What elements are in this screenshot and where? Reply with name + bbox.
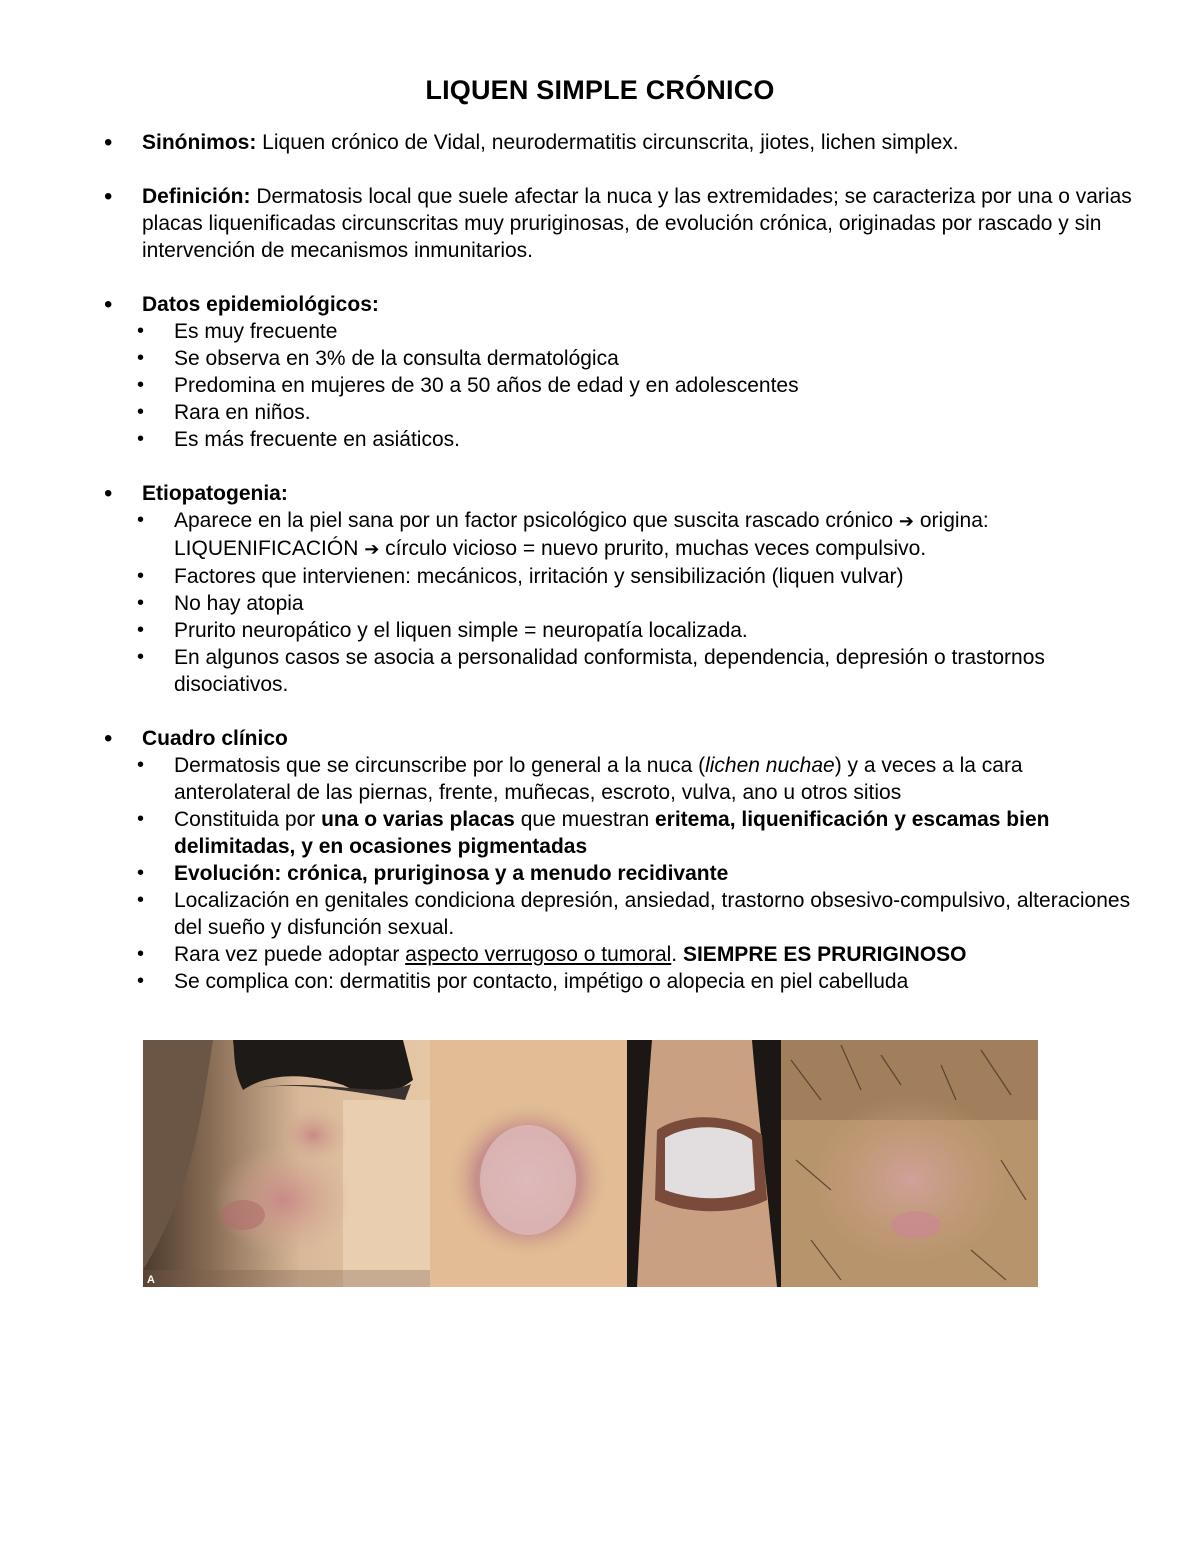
clinical-photo-wrist <box>627 1040 781 1287</box>
sublist-item <box>104 752 1134 806</box>
etio-text-a: Aparece en la piel sana por un factor psicológico que suscita rascado crónico <box>174 509 899 532</box>
cuadro-italic-text: lichen nuchae <box>705 754 835 777</box>
etio-text-c: círculo vicioso = nuevo prurito, muchas veces compulsivo. <box>379 537 927 560</box>
list-item-sinonimos <box>104 129 1134 156</box>
etiopatogenia-sublist <box>142 507 1134 698</box>
sinonimos-text: Liquen crónico de Vidal, neurodermatitis circunscrita, jiotes, lichen simplex. <box>256 131 959 154</box>
sublist-item: • Se complica con: dermatitis por contacto, impétigo o alopecia en piel cabelluda <box>104 968 1134 995</box>
list-item-etiopatogenia <box>104 480 1134 698</box>
sublist-item: • Localización en genitales condiciona depresión, ansiedad, trastorno obsesivo-compulsivo, alteraciones del sueño y disfunción sexual. <box>104 887 1134 941</box>
sublist-item <box>104 860 1134 887</box>
cuadro-text: que muestran <box>514 808 655 831</box>
cuadro-underlined-text: aspecto verrugoso o tumoral <box>405 943 672 966</box>
sublist-item: • Se observa en 3% de la consulta dermatológica <box>104 345 1134 372</box>
document-body <box>104 129 1134 995</box>
clinical-photo-plaque <box>430 1040 627 1287</box>
epidemiologia-sublist <box>142 318 1134 453</box>
cuadro-text: Constituida por <box>174 808 322 831</box>
arrow-right-icon: ➔ <box>898 511 915 531</box>
list-item-definicion <box>104 183 1134 264</box>
cuadro-text: . <box>671 943 683 966</box>
sublist-item: • Factores que intervienen: mecánicos, irritación y sensibilización (liquen vulvar) <box>104 563 1134 590</box>
sublist-item: • En algunos casos se asocia a personalidad conformista, dependencia, depresión o trastornos disociativos. <box>104 644 1134 698</box>
cuadro-text: Dermatosis que se circunscribe por lo general a la nuca ( <box>174 754 706 777</box>
cuadro-text: Rara vez puede adoptar <box>174 943 406 966</box>
cuadro-sublist <box>142 752 1134 995</box>
list-item-epidemiologia <box>104 291 1134 453</box>
sublist-item <box>104 507 1134 563</box>
sublist-item: • Prurito neuropático y el liquen simple = neuropatía localizada. <box>104 617 1134 644</box>
sublist-item: • Predomina en mujeres de 30 a 50 años de edad y en adolescentes <box>104 372 1134 399</box>
clinical-photos-strip <box>143 1040 1038 1287</box>
clinical-photo-neck <box>143 1040 430 1287</box>
page-title: LIQUEN SIMPLE CRÓNICO <box>425 75 775 105</box>
sinonimos-label: Sinónimos: <box>142 131 257 154</box>
list-item-cuadro-clinico <box>104 725 1134 995</box>
etio-text-b: origina: LIQUENIFICACIÓN <box>174 509 989 560</box>
arrow-right-icon: ➔ <box>364 539 380 559</box>
definicion-label: Definición: <box>142 185 251 208</box>
cuadro-bold-text: Evolución: crónica, pruriginosa y a menudo recidivante <box>174 862 729 885</box>
clinical-photo-hairy-skin <box>781 1040 1038 1287</box>
etiopatogenia-label: Etiopatogenia: <box>142 482 288 505</box>
sublist-item: • Es más frecuente en asiáticos. <box>104 426 1134 453</box>
cuadro-bold-text: una o varias placas <box>321 808 515 831</box>
sublist-item: • Es muy frecuente <box>104 318 1134 345</box>
cuadro-label: Cuadro clínico <box>142 727 288 750</box>
main-list <box>104 129 1134 995</box>
cuadro-text: ) y a veces a la cara anterolateral de las piernas, frente, muñecas, escroto, vulva, ano u otros sitios <box>174 754 1023 804</box>
photo-label: A <box>147 1274 155 1286</box>
sublist-item <box>104 941 1134 968</box>
sublist-item <box>104 806 1134 860</box>
cuadro-bold-text: SIEMPRE ES PRURIGINOSO <box>682 943 967 966</box>
definicion-text: Dermatosis local que suele afectar la nuca y las extremidades; se caracteriza por una o varias placas liquenificadas circunscritas muy pruriginosas, de evolución crónica, originadas por rascado y sin intervención de mecanismos inmunitarios. <box>142 185 1132 262</box>
cuadro-bold-text: liquenificación y escamas bien delimitadas, y en ocasiones pigmentadas <box>174 808 1050 858</box>
cuadro-bold-text: , <box>729 808 742 831</box>
sublist-item: • Rara en niños. <box>104 399 1134 426</box>
cuadro-bold-text: eritema <box>654 808 730 831</box>
epidemiologia-label: Datos epidemiológicos: <box>142 293 379 316</box>
sublist-item: • No hay atopia <box>104 590 1134 617</box>
